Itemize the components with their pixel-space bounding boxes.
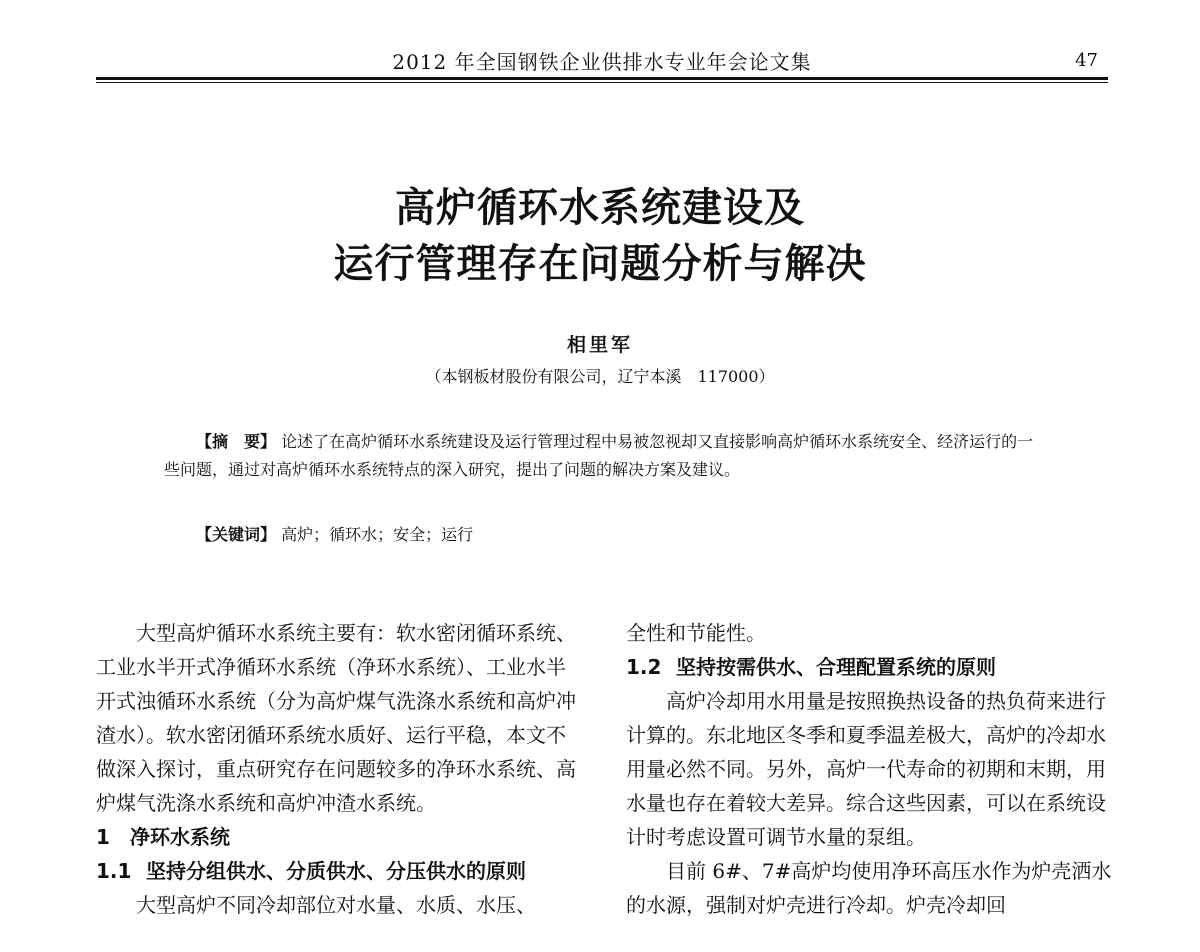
section-1-1-title: 坚持分组供水、分质供水、分压供水的原则 xyxy=(146,859,526,883)
page-number: 47 xyxy=(1075,50,1098,71)
keywords-label: 【关键词】 xyxy=(196,525,277,544)
article-title-line2: 运行管理存在问题分析与解决 xyxy=(333,240,867,287)
running-header xyxy=(96,46,1108,76)
header-rule xyxy=(96,77,1108,83)
abstract-text: 论述了在高炉循环水系统建设及运行管理过程中易被忽视却又直接影响高炉循环水系统安全、经济运行的一些问题，通过对高炉循环水系统特点的深入研究，提出了问题的解决方案及建议。 xyxy=(164,432,1034,479)
right-column xyxy=(626,616,1112,922)
section-1-heading xyxy=(96,820,584,854)
section-1-number: 1 xyxy=(96,825,110,849)
left-column xyxy=(96,616,584,922)
section-1-2-paragraph: 高炉冷却用水用量是按照换热设备的热负荷来进行计算的。东北地区冬季和夏季温差极大，高炉的冷却水用量必然不同。另外，高炉一代寿命的初期和末期，用水量也存在着较大差异。综合这些因素，可以在系统设计时考虑设置可调节水量的泵组。 xyxy=(626,689,1106,849)
continued-text: 全性和节能性。 xyxy=(626,621,766,645)
section-1-2-title: 坚持按需供水、合理配置系统的原则 xyxy=(676,655,996,679)
section-1-2-heading xyxy=(626,650,1112,684)
keywords-text: 高炉；循环水；安全；运行 xyxy=(281,525,474,544)
author-affiliation: （本钢板材股份有限公司，辽宁本溪 117000） xyxy=(425,367,775,386)
section-1-2-paragraph-2: 目前 6#、7#高炉均使用净环高压水作为炉壳洒水的水源，强制对炉壳进行冷却。炉壳冷却回 xyxy=(626,859,1112,917)
author-name: 相里军 xyxy=(566,334,633,356)
abstract xyxy=(164,428,1044,484)
section-1-title: 净环水系统 xyxy=(130,825,230,849)
abstract-label: 【摘 要】 xyxy=(196,432,277,451)
section-1-1-paragraph: 大型高炉不同冷却部位对水量、水质、水压、 xyxy=(136,893,536,917)
section-1-1-heading xyxy=(96,854,584,888)
intro-paragraph: 大型高炉循环水系统主要有：软水密闭循环系统、工业水半开式净循环水系统（净环水系统）、工业水半开式浊循环水系统（分为高炉煤气洗涤水系统和高炉冲渣水）。软水密闭循环系统水质好、运行平稳，本文不做深入探讨，重点研究存在问题较多的净环水系统、高炉煤气洗涤水系统和高炉冲渣水系统。 xyxy=(96,621,576,815)
keywords xyxy=(196,522,473,545)
section-1-2-number: 1.2 xyxy=(626,655,662,679)
article-title-line1: 高炉循环水系统建设及 xyxy=(395,184,805,231)
section-1-1-number: 1.1 xyxy=(96,859,132,883)
running-header-title: 2012 年全国钢铁企业供排水专业年会论文集 xyxy=(392,50,812,74)
